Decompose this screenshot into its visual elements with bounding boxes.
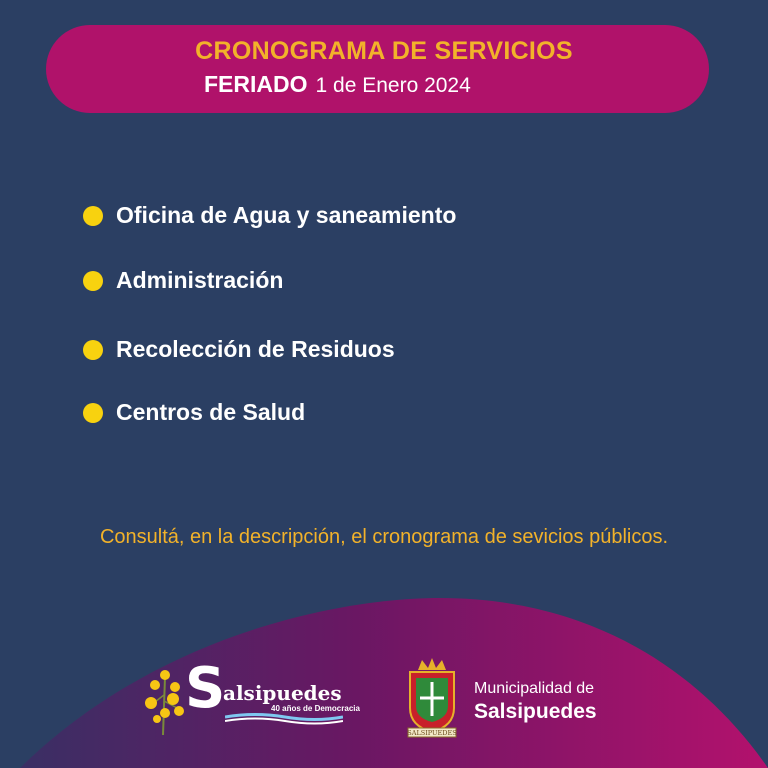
flag-wave bbox=[225, 712, 343, 726]
service-label: Oficina de Agua y saneamiento bbox=[116, 202, 457, 228]
service-label: Recolección de Residuos bbox=[116, 336, 395, 362]
logo-name: alsipuedes bbox=[223, 681, 342, 705]
municipality-line1: Municipalidad de bbox=[474, 680, 595, 697]
shield-icon bbox=[404, 658, 460, 740]
salsipuedes-logo bbox=[143, 656, 360, 737]
description-note: Consultá, en la descripción, el cronograma de sevicios públicos. bbox=[99, 526, 669, 548]
service-label: Centros de Salud bbox=[116, 399, 306, 425]
shield-ribbon: SALSIPUEDES bbox=[407, 729, 457, 737]
banner-title: CRONOGRAMA DE SERVICIOS bbox=[195, 37, 573, 65]
feriado-label: FERIADO bbox=[204, 71, 308, 97]
service-label: Administración bbox=[116, 267, 284, 293]
municipality-line2: Salsipuedes bbox=[474, 700, 597, 723]
logo-letter: S bbox=[185, 656, 226, 721]
holiday-date: 1 de Enero 2024 bbox=[315, 74, 471, 97]
logo-tagline: 40 años de Democracia bbox=[271, 704, 360, 713]
